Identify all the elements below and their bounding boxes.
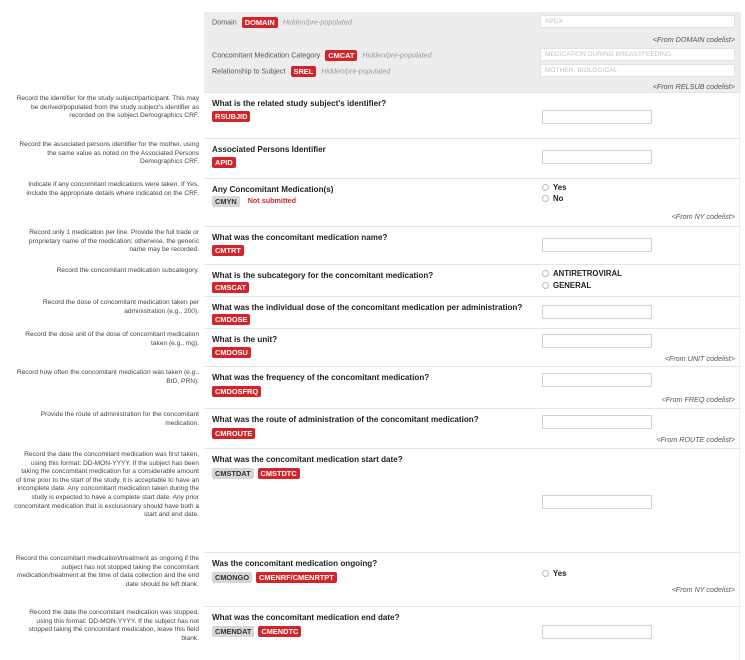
completion-instruction: Record the concomitant medication subcategory. — [56, 267, 199, 274]
form-row-cmscat — [0, 264, 745, 296]
form-row-cmroute — [0, 408, 745, 448]
relationship-tag: SREL — [291, 66, 317, 77]
variable-tags — [212, 157, 238, 168]
variable-tag: CMSTDTC — [258, 468, 300, 479]
domain-hidden-note: Hidden/pre-populated — [282, 17, 352, 27]
relationship-label: Relationship to Subject — [212, 66, 286, 76]
form-row-cmstdat — [0, 448, 745, 552]
question-cell — [204, 264, 741, 296]
option-antiretroviral[interactable]: ANTIRETROVIRAL — [542, 269, 622, 278]
dose-unit-input[interactable] — [542, 334, 652, 348]
question-cell — [204, 226, 741, 264]
variable-tag: CMDOSE — [212, 314, 250, 325]
column-divider — [739, 179, 740, 226]
question-text: What is the subcategory for the concomitant medication? — [212, 271, 434, 280]
column-divider — [739, 139, 740, 178]
domain-label-row — [212, 17, 352, 28]
question-cell — [204, 408, 741, 448]
completion-instruction: Record the date the concomitant medication was stopped, using this format: DD-MON-YYYY. If the subject has not stopped taking the concomitant medication, leave this field blank. — [28, 609, 199, 642]
completion-instruction: Record the identifier for the study subject/participant. This may be derived/populated from the study subject's identifier as recorded on the subject Demographics CRF. — [16, 95, 199, 120]
radio-button-icon[interactable] — [542, 282, 549, 289]
variable-tag: APID — [212, 157, 236, 168]
completion-instruction: Record how often the concomitant medication was taken (e.g., BID, PRN). — [16, 369, 199, 385]
question-text: Was the concomitant medication ongoing? — [212, 559, 378, 568]
variable-tags — [212, 626, 303, 637]
radio-button-icon[interactable] — [542, 270, 549, 277]
column-divider — [739, 607, 740, 660]
codelist-note: <From NY codelist> — [671, 585, 735, 594]
start-date-input[interactable] — [542, 495, 652, 509]
question-text: What was the frequency of the concomitant medication? — [212, 373, 430, 382]
question-cell — [204, 178, 741, 226]
question-text: What was the individual dose of the concomitant medication per administration? — [212, 303, 523, 312]
question-text: Any Concomitant Medication(s) — [212, 185, 334, 194]
relationship-label-row — [212, 66, 390, 77]
column-divider — [739, 449, 740, 552]
relationship-codelist: <From RELSUB codelist> — [652, 82, 735, 91]
variable-tag: CMTRT — [212, 245, 244, 256]
variable-tag: CMDOSFRQ — [212, 386, 261, 397]
domain-codelist: <From DOMAIN codelist> — [652, 35, 735, 44]
variable-tags — [212, 386, 263, 397]
column-divider — [739, 93, 740, 138]
variable-tag: CMSCAT — [212, 282, 249, 293]
variable-tags — [212, 111, 252, 122]
category-tag: CMCAT — [325, 50, 357, 61]
end-date-input[interactable] — [542, 625, 652, 639]
route-input[interactable] — [542, 415, 652, 429]
form-row-cmendat — [0, 606, 745, 660]
question-text: What was the concomitant medication name? — [212, 233, 388, 242]
codelist-note: <From FREQ codelist> — [661, 395, 735, 404]
column-divider — [739, 553, 740, 606]
subject-id-input[interactable] — [542, 110, 652, 124]
category-value: MEDICATION DURING BREASTFEEDING — [540, 48, 735, 61]
variable-tags — [212, 245, 246, 256]
medication-name-input[interactable] — [542, 238, 652, 252]
completion-instruction: Record only 1 medication per line. Provide the full trade or proprietary name of the medication; otherwise, the generic name may be recorded. — [28, 229, 199, 254]
column-divider — [739, 409, 740, 448]
option-yes[interactable]: Yes — [542, 569, 566, 578]
column-divider — [739, 329, 740, 366]
question-text: Associated Persons Identifier — [212, 145, 326, 154]
column-divider — [739, 265, 740, 296]
relationship-hidden-note: Hidden/pre-populated — [321, 66, 391, 76]
radio-button-icon[interactable] — [542, 195, 549, 202]
category-label: Concomitant Medication Category — [212, 50, 321, 60]
question-text: What was the concomitant medication end date? — [212, 613, 400, 622]
associated-person-id-input[interactable] — [542, 150, 652, 164]
category-hidden-note: Hidden/pre-populated — [362, 50, 432, 60]
column-divider — [739, 367, 740, 408]
codelist-note: <From NY codelist> — [671, 212, 735, 221]
question-cell — [204, 366, 741, 408]
option-no[interactable]: No — [542, 194, 563, 203]
domain-value: APDX — [540, 15, 735, 28]
form-row-cmdose — [0, 296, 745, 328]
form-row-cmyn — [0, 178, 745, 226]
variable-tags — [212, 347, 253, 358]
variable-tags — [212, 468, 302, 479]
variable-tag: CMONGO — [212, 572, 252, 583]
variable-tags — [212, 314, 252, 325]
question-cell — [204, 606, 741, 660]
question-cell — [204, 552, 741, 606]
frequency-input[interactable] — [542, 373, 652, 387]
question-text: What was the route of administration of the concomitant medication? — [212, 415, 479, 424]
column-divider — [739, 12, 740, 92]
form-row-cmdosu — [0, 328, 745, 366]
variable-tag: CMYN — [212, 196, 240, 207]
dose-input[interactable] — [542, 305, 652, 319]
domain-tag: DOMAIN — [242, 17, 278, 28]
variable-tag: CMDOSU — [212, 347, 251, 358]
option-yes[interactable]: Yes — [542, 183, 566, 192]
question-cell — [204, 296, 741, 328]
radio-button-icon[interactable] — [542, 184, 549, 191]
variable-tags — [212, 196, 296, 207]
question-text: What was the concomitant medication start date? — [212, 455, 403, 464]
completion-instruction: Record the dose unit of the dose of concomitant medication taken (e.g., mg). — [25, 331, 199, 347]
completion-instruction: Record the associated persons identifier for the mother, using the same value as noted on the Associated Persons Demographics CRF. — [19, 141, 199, 166]
option-general[interactable]: GENERAL — [542, 281, 591, 290]
form-row-cmtrt — [0, 226, 745, 264]
codelist-note: <From UNIT codelist> — [664, 354, 735, 363]
prepopulated-header — [204, 12, 741, 92]
variable-tags — [212, 282, 251, 293]
completion-instruction: Provide the route of administration for the concomitant medication. — [40, 411, 199, 427]
completion-instruction: Indicate if any concomitant medications were taken. If Yes, include the appropriate details where indicated on the CRF. — [26, 181, 199, 197]
form-row-rsubjid — [0, 92, 745, 138]
variable-tag: CMENDTC — [258, 626, 301, 637]
codelist-note: <From ROUTE codelist> — [656, 435, 735, 444]
variable-tag: RSUBJID — [212, 111, 250, 122]
completion-instruction: Record the concomitant medication/treatment as ongoing if the subject has not stopped taking the concomitant medication/treatment at the time of data collection and the end date should be left blank. — [15, 555, 199, 588]
category-label-row — [212, 50, 432, 61]
variable-tag: CMENRF/CMENRTPT — [256, 572, 337, 583]
question-cell — [204, 328, 741, 366]
relationship-value: MOTHER, BIOLOGICAL — [540, 64, 735, 77]
not-submitted-label: Not submitted — [247, 196, 297, 206]
form-row-cmdosfrq — [0, 366, 745, 408]
form-row-cmongo — [0, 552, 745, 606]
variable-tag: CMSTDAT — [212, 468, 254, 479]
completion-instruction: Record the date the concomitant medication was first taken, using this format: DD-MON-YYYY. If the subject has been taking the concomitant medication for a considerable amount of time prior to the start of the study, it is acceptable to have an incomplete date. Any concomitant medication taken during the study is expected to have a complete start date. Any prior concomitant medication that is exclusionary should have both a start and end date. — [14, 451, 199, 519]
question-text: What is the unit? — [212, 335, 278, 344]
domain-label: Domain — [212, 17, 237, 27]
completion-instruction: Record the dose of concomitant medication taken per administration (e.g., 200). — [42, 299, 199, 315]
radio-button-icon[interactable] — [542, 570, 549, 577]
column-divider — [739, 227, 740, 264]
question-text: What is the related study subject's identifier? — [212, 99, 387, 108]
column-divider — [739, 297, 740, 328]
question-cell — [204, 448, 741, 552]
variable-tag: CMENDAT — [212, 626, 254, 637]
question-cell — [204, 92, 741, 138]
form-row-apid — [0, 138, 745, 178]
variable-tag: CMROUTE — [212, 428, 255, 439]
question-cell — [204, 138, 741, 178]
variable-tags — [212, 572, 339, 583]
variable-tags — [212, 428, 257, 439]
